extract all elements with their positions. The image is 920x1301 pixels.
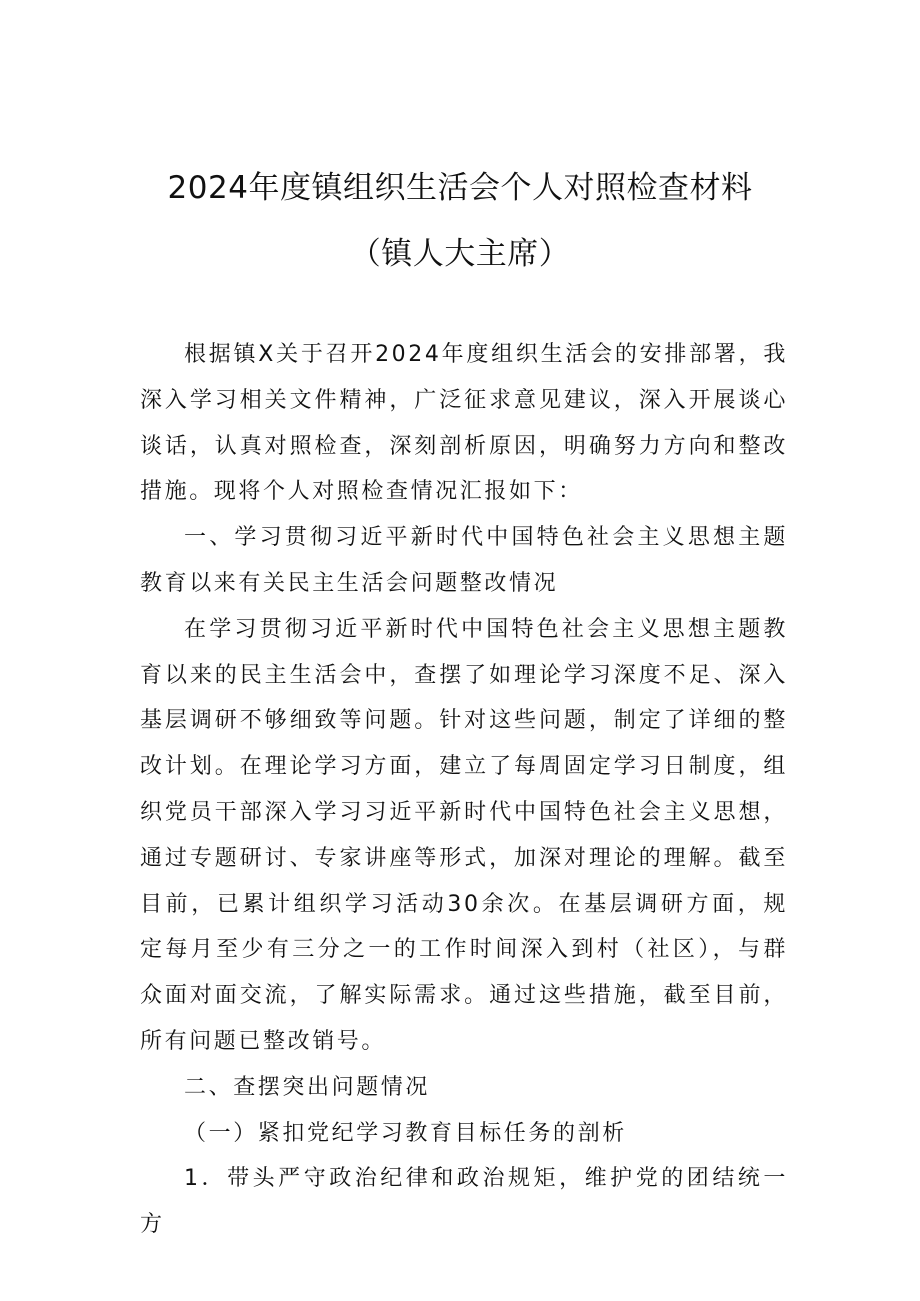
section-heading-2: 二、查摆突出问题情况 — [184, 1074, 431, 1100]
document-subtitle: （镇人大主席） — [349, 236, 571, 272]
document-title: 2024年度镇组织生活会个人对照检查材料 — [167, 170, 753, 206]
paragraph-rectification: 在学习贯彻习近平新时代中国特色社会主义思想主题教育以来的民主生活会中，查摆了如理论学习深度不足、深入基层调研不够细致等问题。针对这些问题，制定了详细的整改计划。在理论学习方面，建立了每周固定学习日制度，组织党员干部深入学习习近平新时代中国特色社会主义思想，通过专题研讨、专家讲座等形式，加深对理论的理解。截至目前，已累计组织学习活动30余次。在基层调研方面，规定每月至少有三分之一的工作时间深入到村（社区），与群众面对面交流，了解实际需求。通过这些措施，截至目前，所有问题已整改销号。 — [140, 616, 788, 1054]
document-body — [140, 332, 788, 1248]
section-heading-1: 一、学习贯彻习近平新时代中国特色社会主义思想主题教育以来有关民主生活会问题整改情况 — [140, 525, 788, 596]
paragraph-intro: 根据镇X关于召开2024年度组织生活会的安排部署，我深入学习相关文件精神，广泛征求意见建议，深入开展谈心谈话，认真对照检查，深刻剖析原因，明确努力方向和整改措施。现将个人对照检查情况汇报如下： — [140, 342, 788, 505]
item-heading-1: 1．带头严守政治纪律和政治规矩，维护党的团结统一方 — [140, 1166, 788, 1238]
subsection-heading-1: （一）紧扣党纪学习教育目标任务的剖析 — [184, 1120, 627, 1146]
